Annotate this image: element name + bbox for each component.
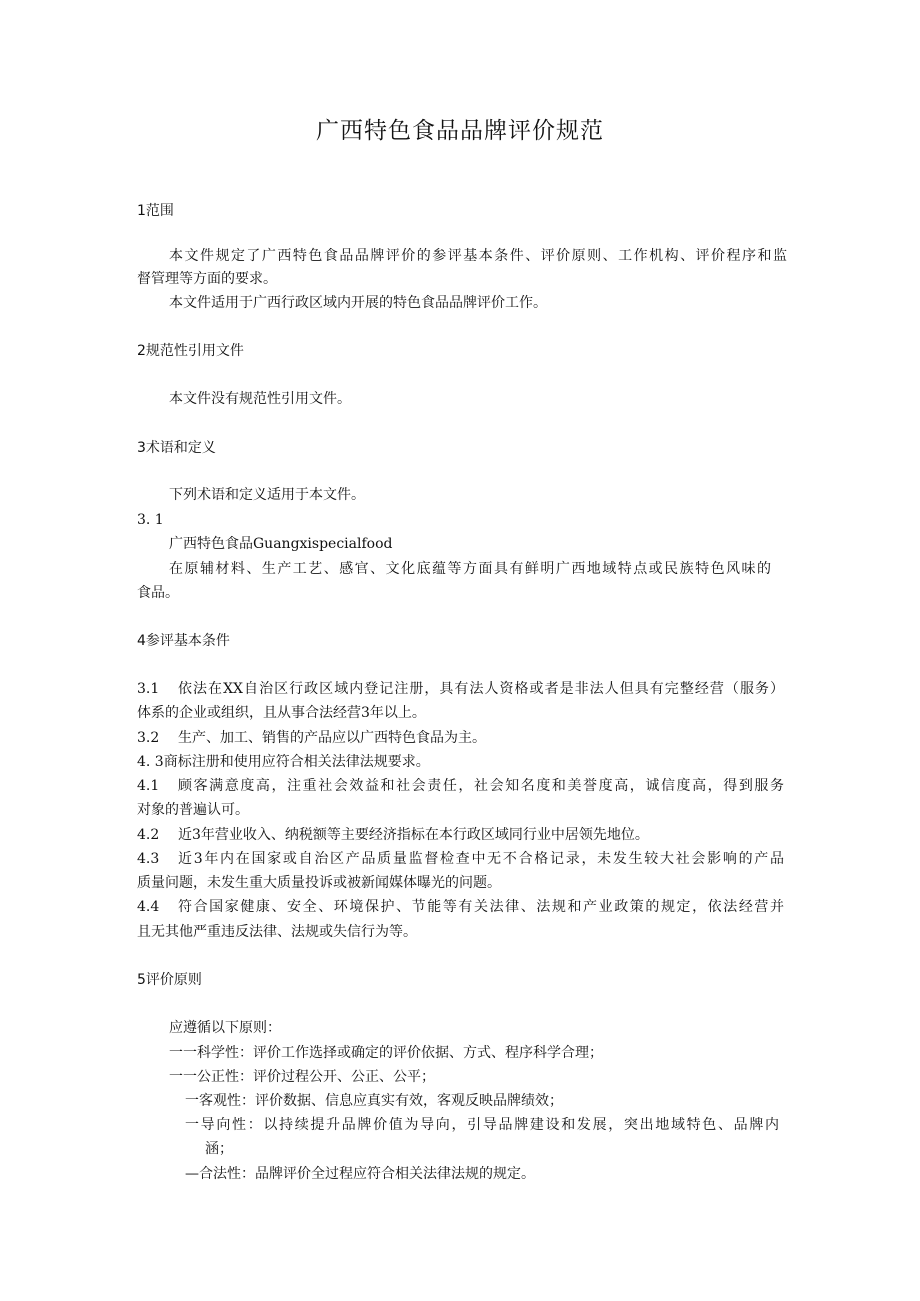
- document-title: 广西特色食品品牌评价规范: [316, 118, 604, 144]
- principle-item: 一一公正性：评价过程公开、公正、公平；: [169, 1069, 435, 1085]
- clause-line: 生产、加工、销售的产品应以广西特色食品为主。: [178, 730, 486, 746]
- clause-line: 符合国家健康、安全、环境保护、节能等有关法律、法规和产业政策的规定，依法经营并: [178, 899, 784, 915]
- principle-item-continued: 涵；: [205, 1141, 233, 1157]
- section-heading-conditions: 4参评基本条件: [137, 633, 230, 649]
- clause-number: 4.4: [137, 899, 160, 915]
- clause-number: 3.1: [137, 681, 160, 697]
- section-heading-scope: 1范围: [137, 203, 174, 219]
- paragraph-line: 应遵循以下原则：: [169, 1020, 281, 1036]
- paragraph-line: 本文件没有规范性引用文件。: [169, 391, 351, 407]
- clause-line: 且无其他严重违反法律、法规或失信行为等。: [137, 924, 417, 940]
- definition-line: 在原辅材料、生产工艺、感官、文化底蕴等方面具有鲜明广西地域特点或民族特色风味的: [169, 561, 771, 577]
- clause-line: 4. 3商标注册和使用应符合相关法律法规要求。: [137, 754, 430, 770]
- principle-item: 一一科学性：评价工作选择或确定的评价依据、方式、程序科学合理；: [169, 1045, 603, 1061]
- principle-item: 一客观性：评价数据、信息应真实有效，客观反映品牌绩效；: [185, 1093, 563, 1109]
- term-name: 广西特色食品Guangxispecialfood: [169, 536, 393, 552]
- section-heading-references: 2规范性引用文件: [137, 343, 244, 359]
- clause-number: 4.3: [137, 851, 160, 867]
- clause-line: 顾客满意度高，注重社会效益和社会责任，社会知名度和美誉度高，诚信度高，得到服务: [178, 778, 784, 794]
- clause-number: 4.2: [137, 827, 160, 843]
- clause-line: 依法在XX自治区行政区域内登记注册，具有法人资格或者是非法人但具有完整经营（服务）: [178, 681, 784, 697]
- paragraph-line: 本文件适用于广西行政区域内开展的特色食品品牌评价工作。: [169, 295, 547, 311]
- clause-number: 4.1: [137, 778, 160, 794]
- clause-line: 体系的企业或组织，且从事合法经营3年以上。: [137, 705, 426, 721]
- clause-line: 质量问题，未发生重大质量投诉或被新闻媒体曝光的问题。: [137, 875, 501, 891]
- paragraph-line: 本文件规定了广西特色食品品牌评价的参评基本条件、评价原则、工作机构、评价程序和监: [169, 248, 787, 264]
- clause-line: 对象的普遍认可。: [137, 802, 249, 818]
- clause-number: 3.2: [137, 730, 160, 746]
- clause-line: 近3年内在国家或自治区产品质量监督检查中无不合格记录，未发生较大社会影响的产品: [178, 851, 784, 867]
- paragraph-line: 下列术语和定义适用于本文件。: [169, 487, 365, 503]
- definition-line: 食品。: [137, 585, 179, 601]
- principle-item: 一导向性：以持续提升品牌价值为导向，引导品牌建设和发展，突出地域特色、品牌内: [185, 1117, 779, 1133]
- paragraph-line: 督管理等方面的要求。: [137, 271, 277, 287]
- section-heading-principles: 5评价原则: [137, 972, 202, 988]
- clause-line: 近3年营业收入、纳税额等主要经济指标在本行政区域同行业中居领先地位。: [178, 827, 649, 843]
- section-heading-terms: 3术语和定义: [137, 440, 216, 456]
- principle-item: —合法性：品牌评价全过程应符合相关法律法规的规定。: [185, 1166, 535, 1182]
- term-number: 3. 1: [137, 512, 164, 528]
